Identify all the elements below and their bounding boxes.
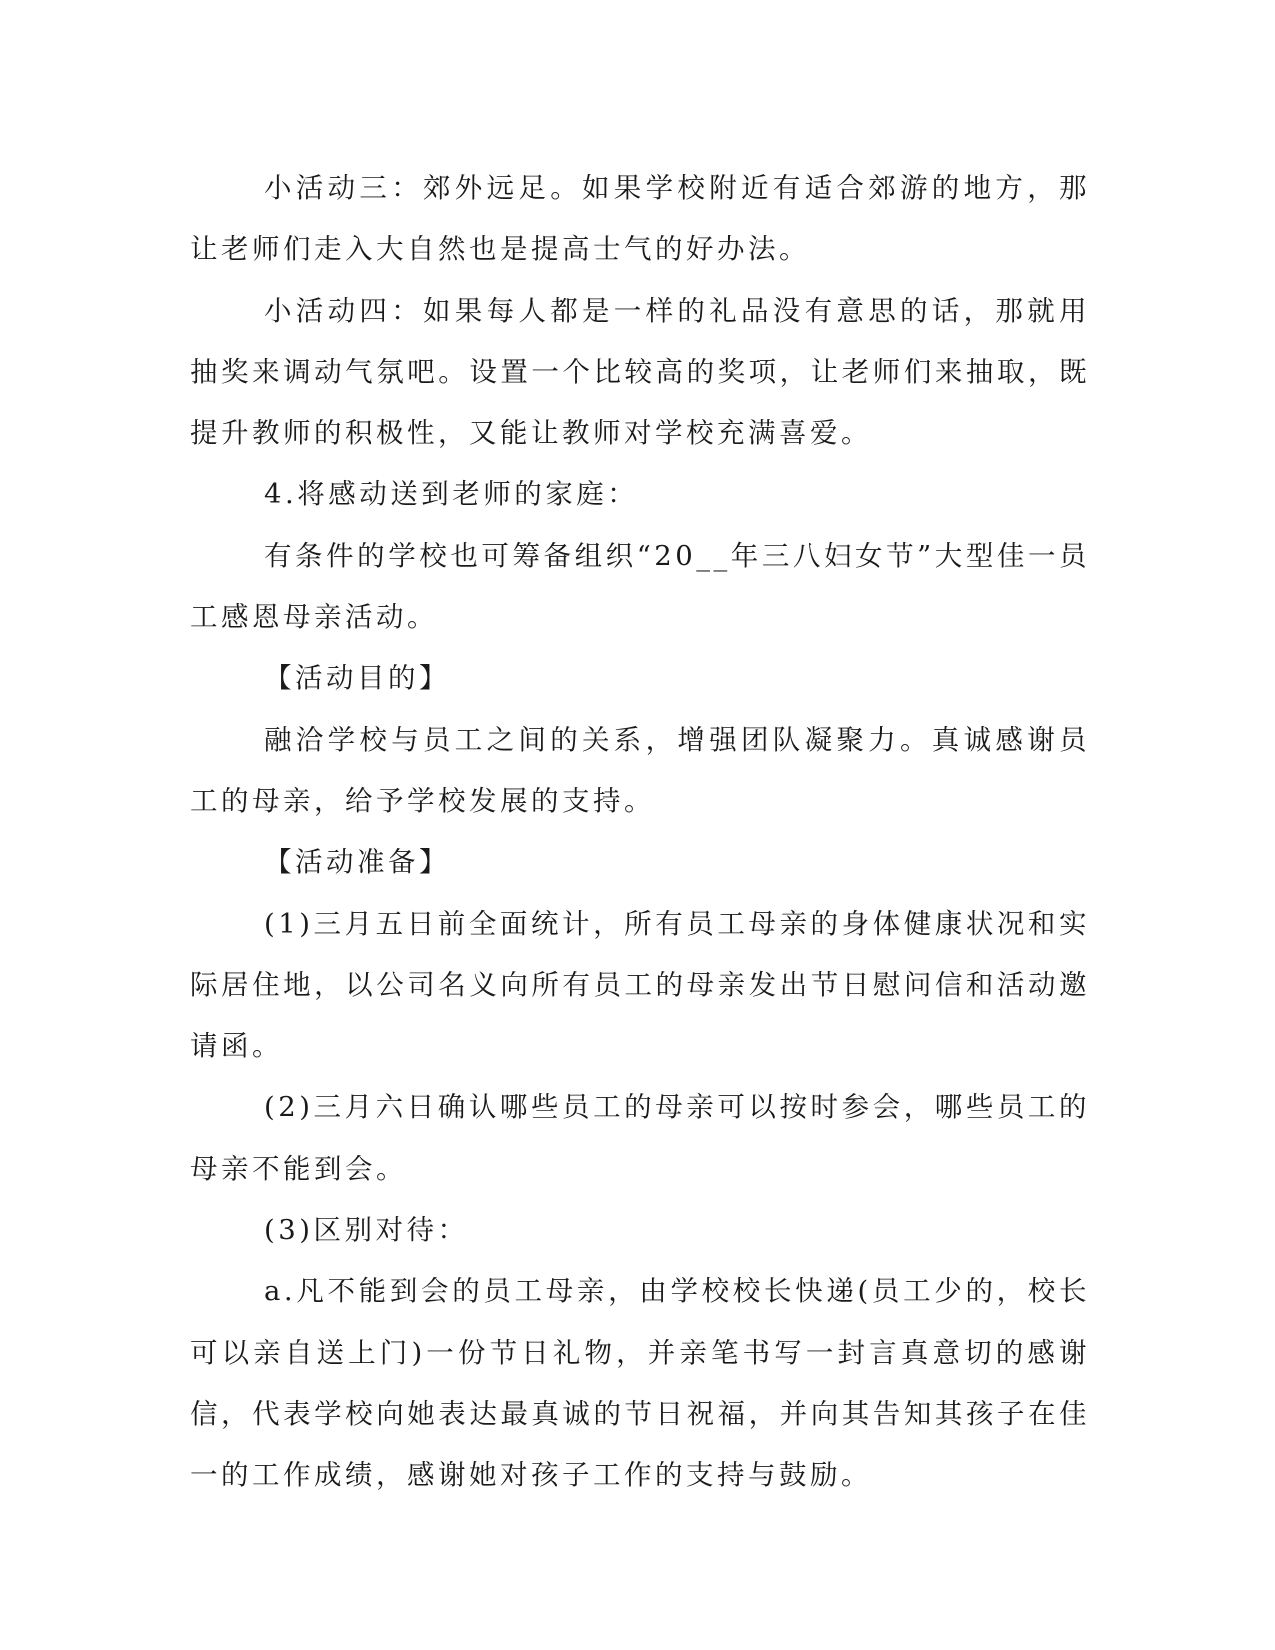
heading-activity-preparation: 【活动准备】 <box>264 846 450 879</box>
paragraph-activity-three: 小活动三：郊外远足。如果学校附近有适合郊游的地方，那让老师们走入大自然也是提高士气的好办法。 <box>190 172 1090 266</box>
heading-activity-purpose: 【活动目的】 <box>264 662 450 695</box>
paragraph-prep-step-2: (2)三月六日确认哪些员工的母亲可以按时参会，哪些员工的母亲不能到会。 <box>190 1091 1090 1185</box>
paragraph-prep-step-3: (3)区别对待： <box>264 1214 469 1247</box>
paragraph-prep-step-1: (1)三月五日前全面统计，所有员工母亲的身体健康状况和实际居住地，以公司名义向所有员工的母亲发出节日慰问信和活动邀请函。 <box>190 907 1090 1063</box>
paragraph-activity-four: 小活动四：如果每人都是一样的礼品没有意思的话，那就用抽奖来调动气氛吧。设置一个比较高的奖项，让老师们来抽取，既提升教师的积极性，又能让教师对学校充满喜爱。 <box>190 294 1090 450</box>
heading-send-to-family: 4.将感动送到老师的家庭： <box>264 478 639 511</box>
paragraph-prep-step-3a: a.凡不能到会的员工母亲，由学校校长快递(员工少的，校长可以亲自送上门)一份节日礼物，并亲笔书写一封言真意切的感谢信，代表学校向她表达最真诚的节日祝福，并向其告知其孩子在佳一的工作成绩，感谢她对孩子工作的支持与鼓励。 <box>190 1275 1090 1492</box>
paragraph-mothers-day-event: 有条件的学校也可筹备组织“20__年三八妇女节”大型佳一员工感恩母亲活动。 <box>190 539 1090 634</box>
paragraph-purpose: 融洽学校与员工之间的关系，增强团队凝聚力。真诚感谢员工的母亲，给予学校发展的支持。 <box>190 723 1090 817</box>
document-body <box>190 158 1090 1507</box>
